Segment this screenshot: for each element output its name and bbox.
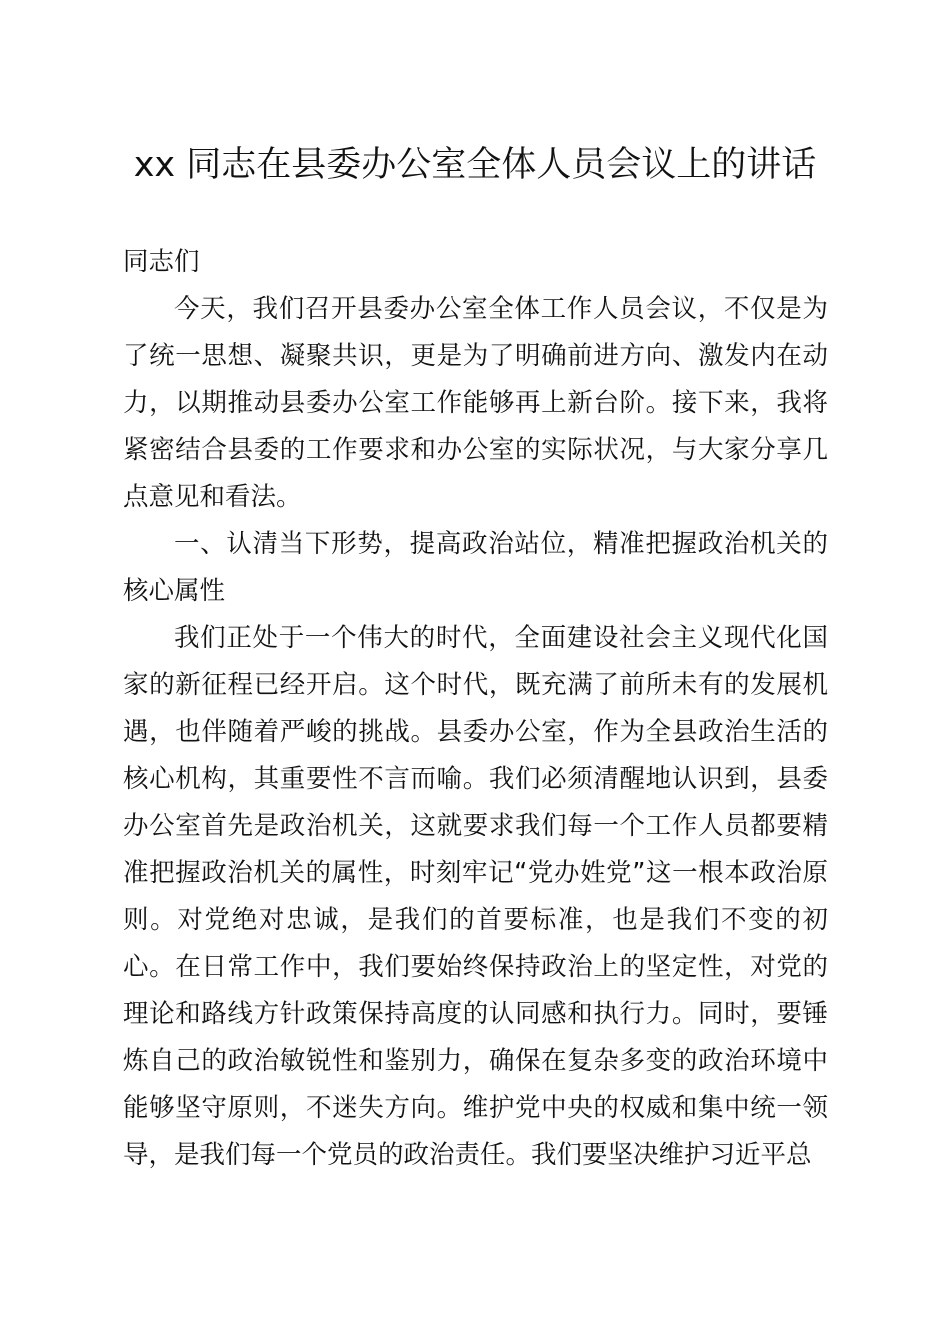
salutation: 同志们 [123,247,200,277]
paragraph-section-1: 我们正处于一个伟大的时代，全面建设社会主义现代化国家的新征程已经开启。这个时代，既充满了前所未有的发展机遇，也伴随着严峻的挑战。县委办公室，作为全县政治生活的核心机构，其重要性不言而喻。我们必须清醒地认识到，县委办公室首先是政治机关，这就要求我们每一个工作人员都要精准把握政治机关的属性，时刻牢记“党办姓党”这一根本政治原则。对党绝对忠诚，是我们的首要标准，也是我们不变的初心。在日常工作中，我们要始终保持政治上的坚定性，对党的理论和路线方针政策保持高度的认同感和执行力。同时，要锤炼自己的政治敏锐性和鉴别力，确保在复杂多变的政治环境中能够坚守原则，不迷失方向。维护党中央的权威和集中统一领导，是我们每一个党员的政治责任。我们要坚决维护习近平总 [123,623,828,1170]
document-body [123,239,828,1179]
section-heading-1: 一、认清当下形势，提高政治站位，精准把握政治机关的核心属性 [123,529,828,606]
document-title: xx 同志在县委办公室全体人员会议上的讲话 [133,145,817,185]
paragraph-intro: 今天，我们召开县委办公室全体工作人员会议，不仅是为了统一思想、凝聚共识，更是为了明确前进方向、激发内在动力，以期推动县委办公室工作能够再上新台阶。接下来，我将紧密结合县委的工作要求和办公室的实际状况，与大家分享几点意见和看法。 [123,294,828,512]
